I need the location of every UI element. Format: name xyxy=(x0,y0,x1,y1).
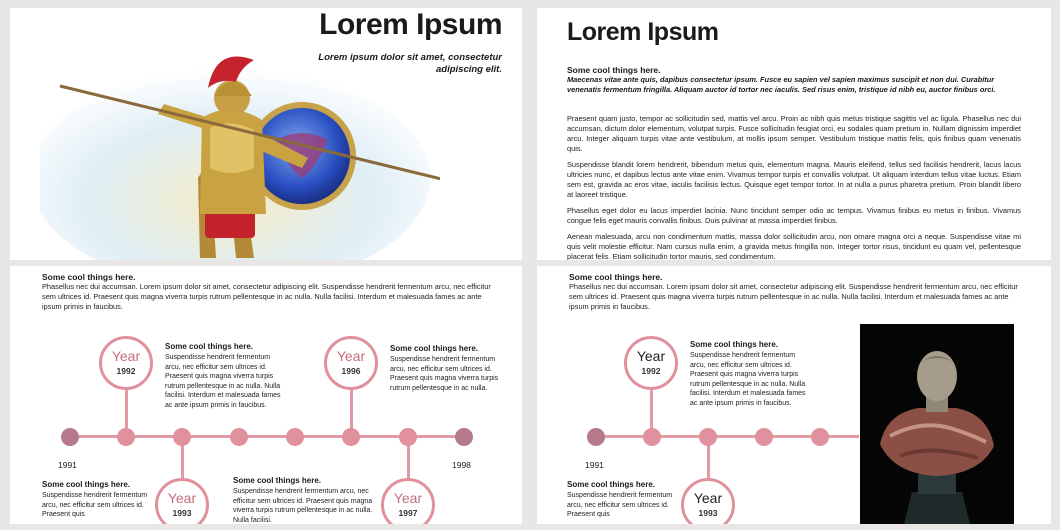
milestone-block: Some cool things here. Suspendisse hendrerit fermentum arcu, nec efficitur sem ultrices id. Praesent quis magna viverra turpis rutrum pellentesque in ac nulla. Nulla facilisi. Interdum et malesuada fames ac ante ipsum primis in faucibus. xyxy=(690,340,806,407)
timeline-dot xyxy=(399,428,417,446)
timeline-dot xyxy=(699,428,717,446)
timeline-dot xyxy=(455,428,473,446)
page-1-hero xyxy=(10,8,522,260)
timeline-dot xyxy=(173,428,191,446)
lead-text: Maecenas vitae ante quis, dapibus consectetur ipsum. Fusce eu sapien vel sapien maximus suscipit et non dui. Curabitur venenatis fermentum fringilla. Aliquam auctor id tortor nec iaculis. Sed risus enim, tristique id nibh eu, auctor finibus orci. xyxy=(567,75,996,94)
section-heading: Some cool things here. xyxy=(42,272,136,282)
page-title: Lorem Ipsum xyxy=(319,8,502,41)
year-badge: Year 1992 xyxy=(624,336,678,390)
page-title: Lorem Ipsum xyxy=(567,18,719,46)
section-text: Phasellus nec dui accumsan. Lorem ipsum dolor sit amet, consectetur adipiscing elit. Suspendisse hendrerit fermentum arcu, nec efficitur sem ultrices id. Praesent quis magna viverra turpis rutrum pellentesque in ac nulla. Nulla facilisi. Interdum et malesuada fames ac ante ipsum primis in faucibus. xyxy=(42,282,491,311)
body-paragraph: Phasellus eget dolor eu lacus imperdiet lacinia. Nunc tincidunt semper odio ac tempus. Vivamus finibus eu metus in finibus. Vivamus congue felis eget mauris convallis finibus. Duis pulvinar at massa imperdiet finibus. xyxy=(567,206,1021,225)
body-paragraph: Aenean malesuada, arcu non condimentum mattis, massa dolor sollicitudin arcu, non ornare magna orci a neque. Suspendisse vitae mi quis velit molestie efficitur. Nam cursus nulla enim, a gravida metus fringilla non. Integer tortor risus, tincidunt eu quam vel, pellentesque placerat felis. Etiam sollicitudin tortor mauris, sed condimentum. xyxy=(567,232,1021,260)
year-badge: Year 1993 xyxy=(681,478,735,524)
section-text: Phasellus nec dui accumsan. Lorem ipsum dolor sit amet, consectetur adipiscing elit. Suspendisse hendrerit fermentum arcu, nec efficitur sem ultrices id. Praesent quis magna viverra turpis rutrum pellentesque in ac nulla. Nulla facilisi. Interdum et malesuada fames ac ante ipsum primis in faucibus. xyxy=(569,282,1018,311)
timeline-dot xyxy=(342,428,360,446)
page-subtitle: Lorem ipsum dolor sit amet, consectetur adipiscing elit. xyxy=(318,52,502,75)
milestone-block: Some cool things here. Suspendisse hendrerit fermentum arcu, nec efficitur sem ultrices id. Praesent quis magna viverra turpis rutrum pellentesque in ac nulla. Nulla facilisi. xyxy=(233,476,373,524)
timeline-dot xyxy=(117,428,135,446)
spartan-warrior-illustration xyxy=(40,8,440,260)
milestone-block: Some cool things here. Suspendisse hendrerit fermentum arcu, nec efficitur sem ultrices id. Praesent quis xyxy=(42,480,148,518)
page-4-timeline xyxy=(537,266,1051,524)
page-3-timeline xyxy=(10,266,522,524)
timeline-dot xyxy=(811,428,829,446)
start-year: 1991 xyxy=(585,460,604,470)
milestone-block: Some cool things here. Suspendisse hendrerit fermentum arcu, nec efficitur sem ultrices id. Praesent quis magna viverra turpis rutrum pellentesque in ac nulla. Nulla facilisi. Interdum et malesuada fames ac ante ipsum primis in faucibus. xyxy=(165,342,281,409)
year-badge: Year 1996 xyxy=(324,336,378,390)
page-2-text xyxy=(537,8,1051,260)
year-badge: Year 1997 xyxy=(381,478,435,524)
year-badge: Year 1992 xyxy=(99,336,153,390)
timeline-dot xyxy=(286,428,304,446)
timeline-dot xyxy=(643,428,661,446)
year-badge: Year 1993 xyxy=(155,478,209,524)
roman-bust-photo xyxy=(860,324,1014,524)
milestone-block: Some cool things here. Suspendisse hendrerit fermentum arcu, nec efficitur sem ultrices id. Praesent quis xyxy=(567,480,673,518)
lead-heading: Some cool things here. xyxy=(567,65,661,75)
bust-image xyxy=(860,324,1014,524)
section-heading: Some cool things here. xyxy=(569,272,663,282)
start-year: 1991 xyxy=(58,460,77,470)
timeline-dot xyxy=(587,428,605,446)
timeline-dot xyxy=(230,428,248,446)
body-paragraph: Suspendisse blandit lorem hendrerit, bibendum metus quis, elementum magna. Mauris eleifend, tellus sed facilisis hendrerit, lacus lacus ultricies nunc, et dapibus lectus ante vitae enim. Vivamus tempor turpis et convallis volutpat. Ut aliquam interdum tellus vitae luctus. Etiam sem est, gravida ac eros vitae, iaculis facilisis lectus. Quisque eget tempor tortor. In at nulla a purus pharetra pretium. Proin blandit libero at laoreet tristique. xyxy=(567,160,1021,199)
timeline-dot xyxy=(61,428,79,446)
timeline-dot xyxy=(755,428,773,446)
end-year: 1998 xyxy=(452,460,471,470)
body-paragraph: Praesent quam justo, tempor ac sollicitudin sed, mattis vel arcu. Proin ac nibh quis metus tristique sagittis vel ac ligula. Phasellus nec dui accumsan, dictum dolor elementum, volutpat turpis. Fusce sollicitudin feugiat orci, eu sodales quam pretium in. Nullam dignissim imperdiet arcu. Integer aliquam turpis vitae ante vestibulum, at mollis ipsum semper. Vestibulum tristique mattis felis, quis finibus quam venenatis quis. xyxy=(567,114,1021,153)
milestone-block: Some cool things here. Suspendisse hendrerit fermentum arcu, nec efficitur sem ultrices id. Praesent quis magna viverra turpis rutrum pellentesque in ac nulla. xyxy=(390,344,499,392)
